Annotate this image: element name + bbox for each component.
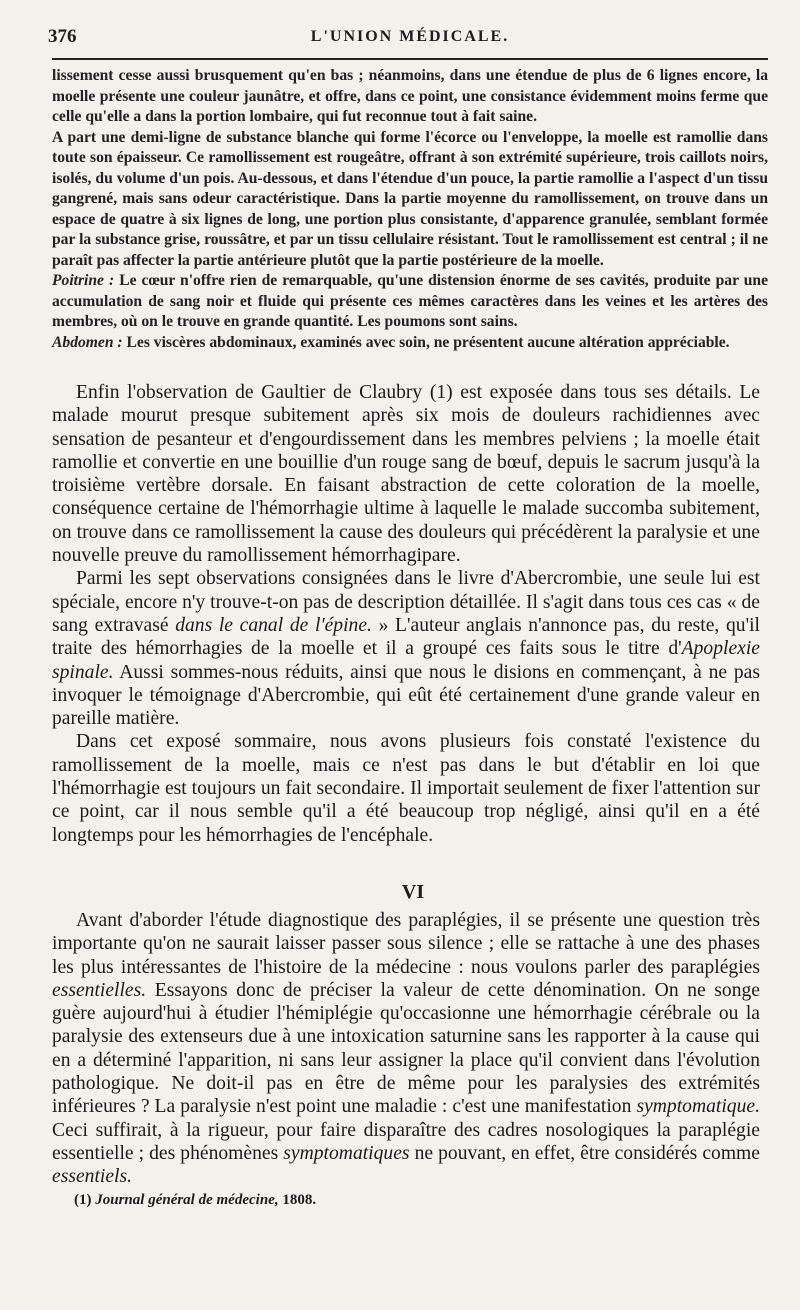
paragraph <box>52 128 768 272</box>
italic-run: essentielles. <box>52 979 147 1001</box>
italic-run: symptomatique. <box>636 1096 760 1118</box>
paragraph <box>52 381 760 567</box>
footnote-source: Journal général de médecine, <box>95 1191 279 1208</box>
italic-run: symptomatiques <box>283 1142 410 1164</box>
section-heading: VI <box>401 880 425 903</box>
header-rule <box>52 58 768 60</box>
text-run: Enfin l'observation de Gaultier de Claubry (1) est exposée dans tous ses détails. Le malade mourut presque subitement après six mois de douleurs rachidiennes avec sensation de pesanteur et d'engourdissement dans les membres pelviens ; la moelle était ramollie et convertie en une bouillie d'un rouge sang de bœuf, depuis le sacrum jusqu'à la troisième vertèbre dorsale. En faisant abstraction de cette coloration de la moelle, conséquence certaine de l'hémorrhagie ultime à laquelle le malade succomba subitement, on trouve dans ce ramollissement la cause des douleurs qui précédèrent la paralysie et une nouvelle preuve du ramollissement hémorrhagipare. <box>52 382 760 567</box>
text-run: A part une demi-ligne de substance blanche qui forme l'écorce ou l'enveloppe, la moelle est ramollie dans toute son épaisseur. Ce ramollissement est rougeâtre, offrant à son extrémité supérieure, trois caillots noirs, isolés, du volume d'un pois. Au-dessous, et dans l'étendue d'un pouce, la partie ramollie a l'aspect d'un tissu gangrené, mais sans odeur caractéristique. Dans la partie moyenne du ramollissement, on trouve dans un espace de quatre à six lignes de long, une portion plus consistante, d'apparence granulée, semblant formée par la substance grise, roussâtre, et par un tissu cellulaire résistant. Tout le ramollissement est central ; il ne paraît pas affecter la partie antérieure plutôt que la partie postérieure de la moelle. <box>52 128 768 269</box>
text-run: Les viscères abdominaux, examinés avec soin, ne présentent aucune altération appréciable. <box>122 333 730 351</box>
italic-run: Abdomen : <box>52 333 123 351</box>
italic-run: dans le canal de l'épine. <box>175 614 372 636</box>
page-number: 376 <box>48 26 77 47</box>
paragraph <box>52 271 768 333</box>
body-text-block-2 <box>52 909 760 1189</box>
running-title: L'UNION MÉDICALE. <box>310 28 510 45</box>
italic-run: Apoplexie spinale. <box>52 638 760 683</box>
footnote-year: 1808. <box>282 1191 317 1208</box>
text-run: Essayons donc de préciser la valeur de cette dénomination. On ne songe guère aujourd'hui à étudier l'hémiplégie qu'occasionne une hémorrhagie cérébrale ou la paralysie des extenseurs due à une intoxication saturnine sans les rapporter à la cause qui en a déterminé l'apparition, ni sans leur assigner la place qu'il convient dans l'évolution pathologique. Ne doit-il pas en être de même pour les paralysies des extrémités inférieures ? La paralysie n'est point une maladie : c'est une manifestation <box>52 979 760 1118</box>
text-run: Dans cet exposé sommaire, nous avons plusieurs fois constaté l'existence du ramollissement de la moelle, mais ce n'est pas dans le but d'établir en loi que l'hémorrhagie est toujours un fait secondaire. Il importait seulement de fixer l'attention sur ce point, car il nous semble qu'il a été beaucoup trop négligé, ainsi qu'il en a été longtemps pour les hémorrhagies de l'encéphale. <box>52 731 760 846</box>
small-print-block <box>52 66 768 353</box>
text-run: Parmi les sept observations consignées dans le livre d'Abercrombie, une seule lui est spéciale, encore n'y trouve-t-on pas de description détaillée. Il s'agit dans tous ces cas « de sang extravasé <box>52 568 760 636</box>
text-run: Le cœur n'offre rien de remarquable, qu'une distension énorme de ses cavités, produite par une accumulation de sang noir et fluide qui présente ces mêmes caractères dans les veines et les artères des membres, où on le trouve en grande quantité. Les poumons sont sains. <box>52 272 768 330</box>
page-header <box>48 22 768 52</box>
text-run: Avant d'aborder l'étude diagnostique des paraplégies, il se présente une question très importante qu'on ne saurait laisser passer sous silence ; elle se rattache à une des phases les plus intéressantes de l'histoire de la médecine : nous voulons parler des paraplégies <box>52 909 760 978</box>
text-run: » L'auteur anglais n'annonce pas, du reste, qu'il traite des hémorrhagies de la moelle et il a groupé ces faits sous le titre d' <box>52 614 760 660</box>
paragraph <box>52 909 760 1189</box>
text-run: Aussi sommes-nous réduits, ainsi que nous le disions en commençant, à ne pas invoquer le témoignage d'Abercrombie, qui eût été certainement d'une grande valeur en pareille matière. <box>52 661 760 730</box>
body-text-block-1 <box>52 381 760 847</box>
text-run: Ceci suffirait, à la rigueur, pour faire disparaître des cadres nosologiques la paraplégie essentielle ; des phénomènes <box>52 1119 760 1164</box>
text-run: ne pouvant, en effet, être considérés comme <box>409 1142 760 1164</box>
paragraph <box>52 66 768 128</box>
paragraph <box>52 730 760 846</box>
italic-run: Poitrine : <box>52 272 115 289</box>
paragraph <box>52 567 760 730</box>
text-run: lissement cesse aussi brusquement qu'en bas ; néanmoins, dans une étendue de plus de 6 lignes encore, la moelle présente une couleur jaunâtre, et offre, dans ce point, une consistance évidemment moins ferme que celle qu'elle a dans la portion lombaire, qui fut reconnue tout à fait saine. <box>52 67 768 125</box>
footnote <box>52 1192 774 1209</box>
italic-run: essentiels. <box>52 1166 132 1188</box>
paragraph <box>52 333 768 354</box>
footnote-marker: (1) <box>74 1191 92 1208</box>
